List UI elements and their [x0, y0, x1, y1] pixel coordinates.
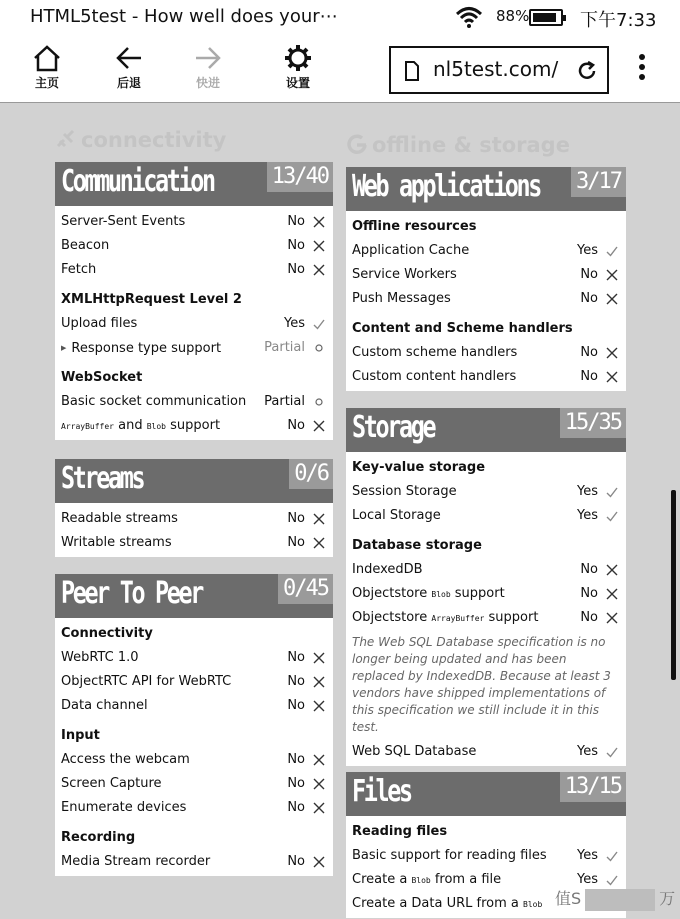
home-icon	[32, 44, 62, 72]
feature-row: Media Stream recorder No	[55, 850, 333, 874]
category-offline-storage: offline & storage	[346, 133, 570, 157]
section-score: 13/15	[560, 772, 626, 802]
group-heading: Reading files	[352, 824, 448, 839]
group-heading: Content and Scheme handlers	[352, 321, 573, 336]
feature-row: WebRTC 1.0 No	[55, 646, 333, 670]
feature-row: Beacon No	[55, 234, 333, 258]
check-icon	[313, 318, 325, 330]
x-icon	[313, 754, 325, 766]
x-icon	[606, 269, 618, 281]
battery-percent: 88%	[496, 7, 530, 25]
group-heading: Database storage	[352, 538, 482, 553]
back-button[interactable]	[99, 44, 159, 99]
feature-row: IndexedDB No	[346, 558, 626, 582]
scrollbar[interactable]	[671, 490, 676, 680]
status-bar	[0, 0, 680, 36]
check-icon	[606, 245, 618, 257]
websql-note: The Web SQL Database specification is no longer being updated and has been replaced by IndexedDB. Because at least 3 vendors have shipped implementations of this specification we still include it in this test.	[352, 635, 611, 734]
feature-row: Application Cache Yes	[346, 239, 626, 263]
section-score: 13/40	[267, 162, 333, 192]
section-title: Web applications	[352, 169, 540, 204]
x-icon	[606, 564, 618, 576]
back-label: 后退	[116, 76, 141, 90]
forward-button[interactable]	[178, 44, 238, 99]
x-icon	[313, 513, 325, 525]
feature-row: Screen Capture No	[55, 772, 333, 796]
browser-toolbar	[0, 36, 680, 103]
section-peer-to-peer	[55, 574, 333, 876]
x-icon	[606, 371, 618, 383]
check-icon	[606, 746, 618, 758]
x-icon	[606, 293, 618, 305]
feature-row: Readable streams No	[55, 507, 333, 531]
feature-row: Custom scheme handlers No	[346, 341, 626, 365]
feature-row: Create a Blob from a file Yes	[346, 868, 626, 892]
x-icon	[313, 802, 325, 814]
x-icon	[606, 612, 618, 624]
feature-row: Custom content handlers No	[346, 365, 626, 389]
watermark: 值S 万	[555, 886, 675, 911]
group-heading: WebSocket	[61, 370, 143, 385]
gear-icon	[283, 44, 313, 72]
feature-row: ArrayBuffer and Blob support No	[55, 414, 333, 438]
home-button[interactable]	[17, 44, 77, 99]
section-header	[346, 772, 626, 816]
feature-row: Data channel No	[55, 694, 333, 718]
connectivity-icon	[55, 129, 77, 151]
section-title: Streams	[61, 461, 144, 496]
x-icon	[313, 264, 325, 276]
section-streams	[55, 459, 333, 557]
partial-circle-icon	[313, 396, 325, 408]
x-icon	[313, 240, 325, 252]
arrow-right-icon	[193, 44, 223, 72]
group-heading: Offline resources	[352, 219, 477, 234]
feature-row: Enumerate devices No	[55, 796, 333, 820]
feature-row: Push Messages No	[346, 287, 626, 311]
forward-label: 快进	[195, 76, 220, 90]
expand-triangle-icon: ▶	[61, 344, 67, 352]
section-title: Peer To Peer	[61, 576, 202, 611]
feature-row: Fetch No	[55, 258, 333, 282]
x-icon	[313, 216, 325, 228]
group-heading: Key-value storage	[352, 460, 486, 475]
partial-circle-icon	[313, 342, 325, 354]
x-icon	[313, 652, 325, 664]
x-icon	[313, 537, 325, 549]
x-icon	[313, 676, 325, 688]
wifi-icon	[455, 6, 483, 28]
feature-row: Basic socket communication Partial	[55, 390, 333, 414]
feature-row: Local Storage Yes	[346, 504, 626, 528]
section-header	[346, 167, 626, 211]
section-storage	[346, 408, 626, 766]
feature-row: Create a Data URL from a Blob	[352, 896, 543, 911]
arrow-left-icon	[114, 44, 144, 72]
feature-row: Session Storage Yes	[346, 480, 626, 504]
window-title: HTML5test - How well does your⋯	[30, 6, 338, 27]
x-icon	[313, 778, 325, 790]
x-icon	[313, 856, 325, 868]
feature-row: Writable streams No	[55, 531, 333, 555]
url-text: ոl5test.com/	[433, 57, 559, 81]
feature-row: Web SQL Database Yes	[346, 740, 626, 764]
settings-label: 设置	[285, 76, 310, 90]
group-heading: Input	[61, 728, 100, 743]
section-header	[346, 408, 626, 452]
address-bar[interactable]	[389, 46, 609, 94]
settings-button[interactable]	[268, 44, 328, 99]
feature-row: Objectstore ArrayBuffer support No	[346, 606, 626, 630]
feature-row: ObjectRTC API for WebRTC No	[55, 670, 333, 694]
feature-row: Upload files Yes	[55, 312, 333, 336]
section-score: 3/17	[571, 167, 626, 197]
reload-icon[interactable]	[576, 60, 598, 82]
battery-icon	[529, 9, 563, 26]
x-icon	[313, 420, 325, 432]
section-score: 15/35	[560, 408, 626, 438]
group-heading: Connectivity	[61, 626, 153, 641]
section-title: Storage	[352, 410, 435, 445]
group-heading: Recording	[61, 830, 136, 845]
group-heading: XMLHttpRequest Level 2	[61, 292, 242, 307]
x-icon	[606, 588, 618, 600]
x-icon	[313, 700, 325, 712]
x-icon	[606, 347, 618, 359]
offline-storage-icon	[346, 134, 368, 156]
feature-row: Objectstore Blob support No	[346, 582, 626, 606]
check-icon	[606, 850, 618, 862]
feature-row-expandable[interactable]: ▶ Response type support Partial	[55, 336, 333, 360]
category-connectivity: connectivity	[55, 128, 226, 152]
check-icon	[606, 510, 618, 522]
home-label: 主页	[34, 76, 59, 90]
section-header	[55, 574, 333, 618]
document-icon	[404, 61, 420, 81]
section-score: 0/45	[278, 574, 333, 604]
feature-row: Basic support for reading files Yes	[346, 844, 626, 868]
clock: 下午7:33	[580, 10, 657, 31]
section-communication	[55, 162, 333, 440]
section-header	[55, 459, 333, 503]
section-header	[55, 162, 333, 206]
section-title: Files	[352, 774, 411, 809]
section-title: Communication	[61, 164, 214, 199]
check-icon	[606, 874, 618, 886]
check-icon	[606, 486, 618, 498]
feature-row: Access the webcam No	[55, 748, 333, 772]
more-menu-icon[interactable]	[632, 54, 652, 84]
feature-row: Server-Sent Events No	[55, 210, 333, 234]
feature-row: Service Workers No	[346, 263, 626, 287]
section-web-applications	[346, 167, 626, 391]
section-score: 0/6	[289, 459, 333, 489]
